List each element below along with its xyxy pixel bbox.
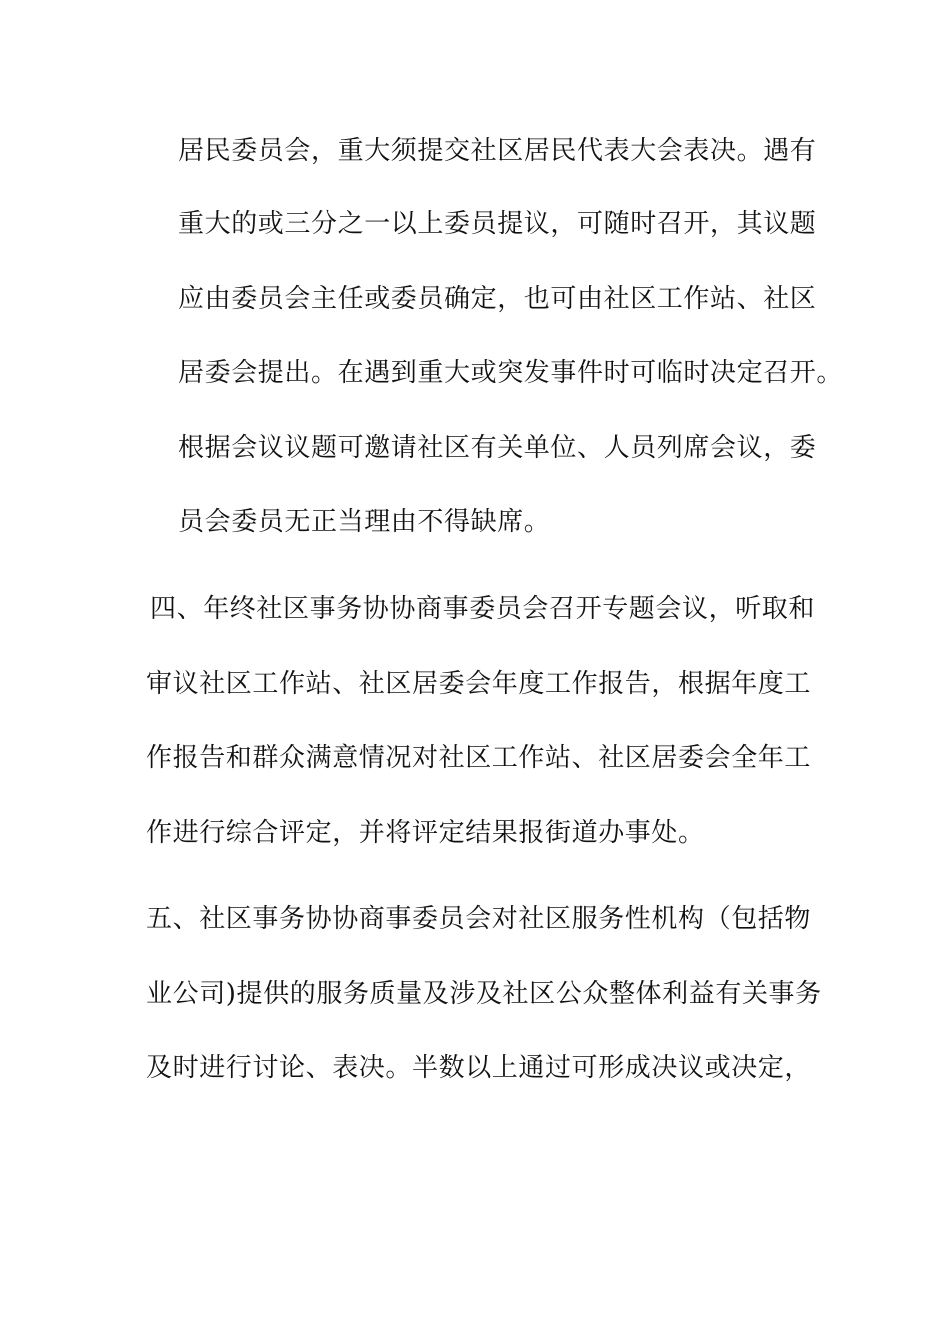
section-four-line: 作进行综合评定，并将评定结果报街道办事处。 <box>146 818 705 848</box>
paragraph-line: 应由委员会主任或委员确定，也可由社区工作站、社区 <box>178 284 817 314</box>
section-four-line: 审议社区工作站、社区居委会年度工作报告，根据年度工 <box>146 669 812 699</box>
paragraph-line: 根据会议议题可邀请社区有关单位、人员列席会议，委 <box>178 433 817 463</box>
section-five-line: 及时进行讨论、表决。半数以上通过可形成决议或决定， <box>146 1053 812 1083</box>
section-five-line: 业公司)提供的服务质量及涉及社区公众整体利益有关事务 <box>146 979 822 1009</box>
paragraph-line: 重大的或三分之一以上委员提议，可随时召开，其议题 <box>178 209 817 239</box>
section-four-line: 作报告和群众满意情况对社区工作站、社区居委会全年工 <box>146 743 812 773</box>
section-five-line: 五、社区事务协协商事委员会对社区服务性机构（包括物 <box>146 904 812 934</box>
paragraph-line: 居委会提出。在遇到重大或突发事件时可临时决定召开。 <box>178 358 844 388</box>
paragraph-line: 居民委员会，重大须提交社区居民代表大会表决。遇有 <box>178 136 817 166</box>
section-four-line: 四、年终社区事务协协商事委员会召开专题会议，听取和 <box>150 594 816 624</box>
paragraph-line: 员会委员无正当理由不得缺席。 <box>178 507 551 537</box>
